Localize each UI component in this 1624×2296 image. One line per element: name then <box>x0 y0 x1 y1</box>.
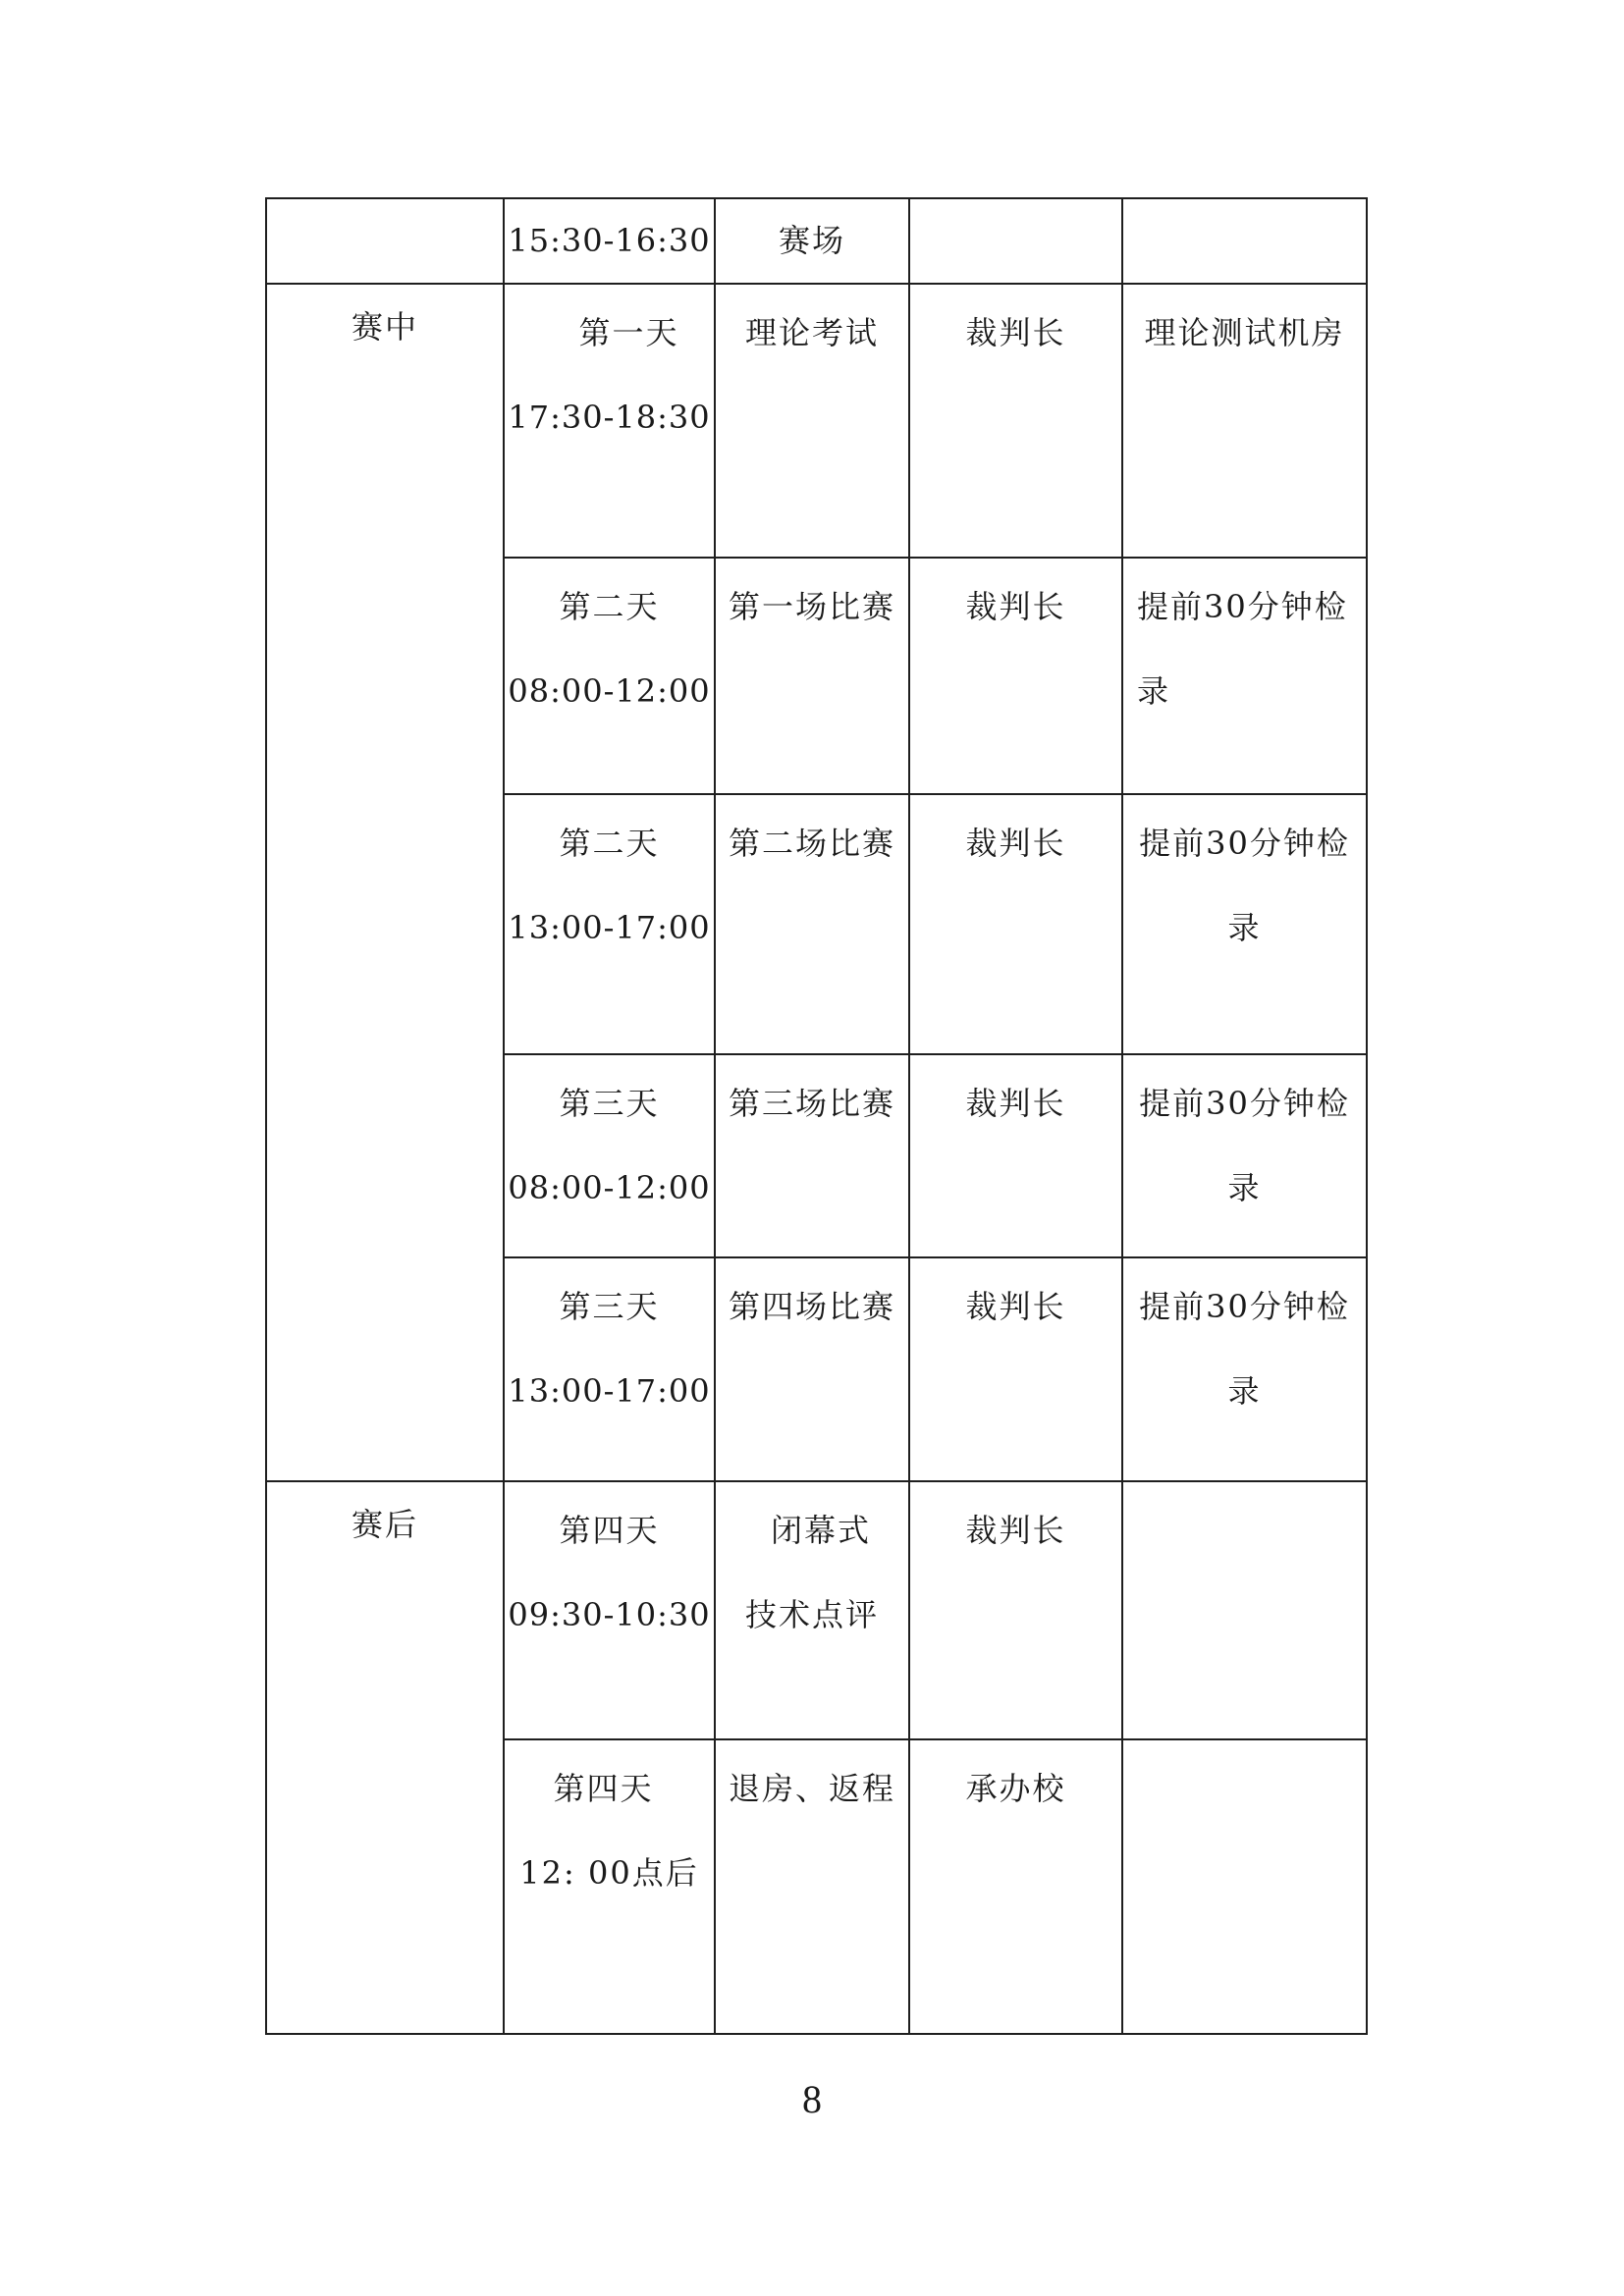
content-text: 赛场 <box>778 222 845 259</box>
content-text: 闭幕式 <box>770 1512 871 1549</box>
location-text: 录 <box>1227 1169 1262 1206</box>
time-text: 12: 00点后 <box>519 1854 699 1892</box>
content-text: 退房、返程 <box>728 1770 895 1807</box>
time-cell <box>504 284 715 558</box>
location-text: 提前30分钟检 <box>1139 825 1350 862</box>
table-row <box>266 1481 1367 1739</box>
responsible-text: 裁判长 <box>965 1085 1066 1122</box>
time-text: 09:30-10:30 <box>508 1596 711 1633</box>
location-text: 理论测试机房 <box>1144 314 1345 351</box>
location-cell-empty <box>1122 1739 1367 2034</box>
responsible-text: 承办校 <box>965 1770 1066 1807</box>
time-cell <box>504 794 715 1054</box>
day-text: 第二天 <box>559 825 660 862</box>
content-cell <box>715 794 909 1054</box>
responsible-cell <box>909 558 1122 794</box>
page-number: 8 <box>802 2077 822 2121</box>
day-text: 第一天 <box>578 314 679 351</box>
stage-cell-during <box>266 284 504 1481</box>
time-text: 08:00-12:00 <box>508 672 711 710</box>
responsible-text: 裁判长 <box>965 1288 1066 1325</box>
responsible-text: 裁判长 <box>965 825 1066 862</box>
content-cell <box>715 1739 909 2034</box>
stage-label: 赛中 <box>351 308 418 346</box>
location-cell <box>1122 1257 1367 1481</box>
time-cell <box>504 1739 715 2034</box>
location-text: 录 <box>1227 909 1262 946</box>
stage-cell-after <box>266 1481 504 2034</box>
location-cell <box>1122 794 1367 1054</box>
time-text: 15:30-16:30 <box>508 222 711 259</box>
time-cell <box>504 198 715 284</box>
location-cell <box>1122 1054 1367 1257</box>
responsible-cell <box>909 284 1122 558</box>
table-row <box>266 198 1367 284</box>
responsible-cell <box>909 198 1122 284</box>
location-cell-empty <box>1122 1481 1367 1739</box>
content-text: 第一场比赛 <box>728 588 895 625</box>
content-text: 第三场比赛 <box>728 1085 895 1122</box>
content-cell <box>715 558 909 794</box>
schedule-table <box>265 197 1368 2035</box>
responsible-text: 裁判长 <box>965 314 1066 351</box>
location-text: 录 <box>1137 672 1171 710</box>
responsible-cell <box>909 794 1122 1054</box>
responsible-text: 裁判长 <box>965 588 1066 625</box>
content-cell <box>715 1054 909 1257</box>
content-cell <box>715 1481 909 1739</box>
content-cell <box>715 1257 909 1481</box>
location-text: 提前30分钟检 <box>1137 588 1348 625</box>
day-text: 第四天 <box>553 1770 654 1807</box>
responsible-cell <box>909 1257 1122 1481</box>
time-cell <box>504 1481 715 1739</box>
location-cell <box>1122 198 1367 284</box>
stage-cell-empty <box>266 198 504 284</box>
location-text: 提前30分钟检 <box>1139 1085 1350 1122</box>
responsible-cell <box>909 1739 1122 2034</box>
location-text: 提前30分钟检 <box>1139 1288 1350 1325</box>
content-text: 理论考试 <box>744 314 879 351</box>
stage-label: 赛后 <box>351 1506 418 1543</box>
day-text: 第三天 <box>559 1288 660 1325</box>
table-row <box>266 284 1367 558</box>
time-cell <box>504 1054 715 1257</box>
content-cell <box>715 284 909 558</box>
time-cell <box>504 1257 715 1481</box>
time-cell <box>504 558 715 794</box>
time-text: 13:00-17:00 <box>508 1372 711 1410</box>
content-cell <box>715 198 909 284</box>
day-text: 第四天 <box>559 1512 660 1549</box>
day-text: 第二天 <box>559 588 660 625</box>
time-text: 13:00-17:00 <box>508 909 711 946</box>
responsible-text: 裁判长 <box>965 1512 1066 1549</box>
time-text: 17:30-18:30 <box>508 399 711 436</box>
location-cell <box>1122 558 1367 794</box>
time-text: 08:00-12:00 <box>508 1169 711 1206</box>
location-cell <box>1122 284 1367 558</box>
day-text: 第三天 <box>559 1085 660 1122</box>
location-text: 录 <box>1227 1372 1262 1410</box>
content-text: 第二场比赛 <box>728 825 895 862</box>
content-text: 技术点评 <box>744 1596 879 1633</box>
content-text: 第四场比赛 <box>728 1288 895 1325</box>
responsible-cell <box>909 1054 1122 1257</box>
responsible-cell <box>909 1481 1122 1739</box>
